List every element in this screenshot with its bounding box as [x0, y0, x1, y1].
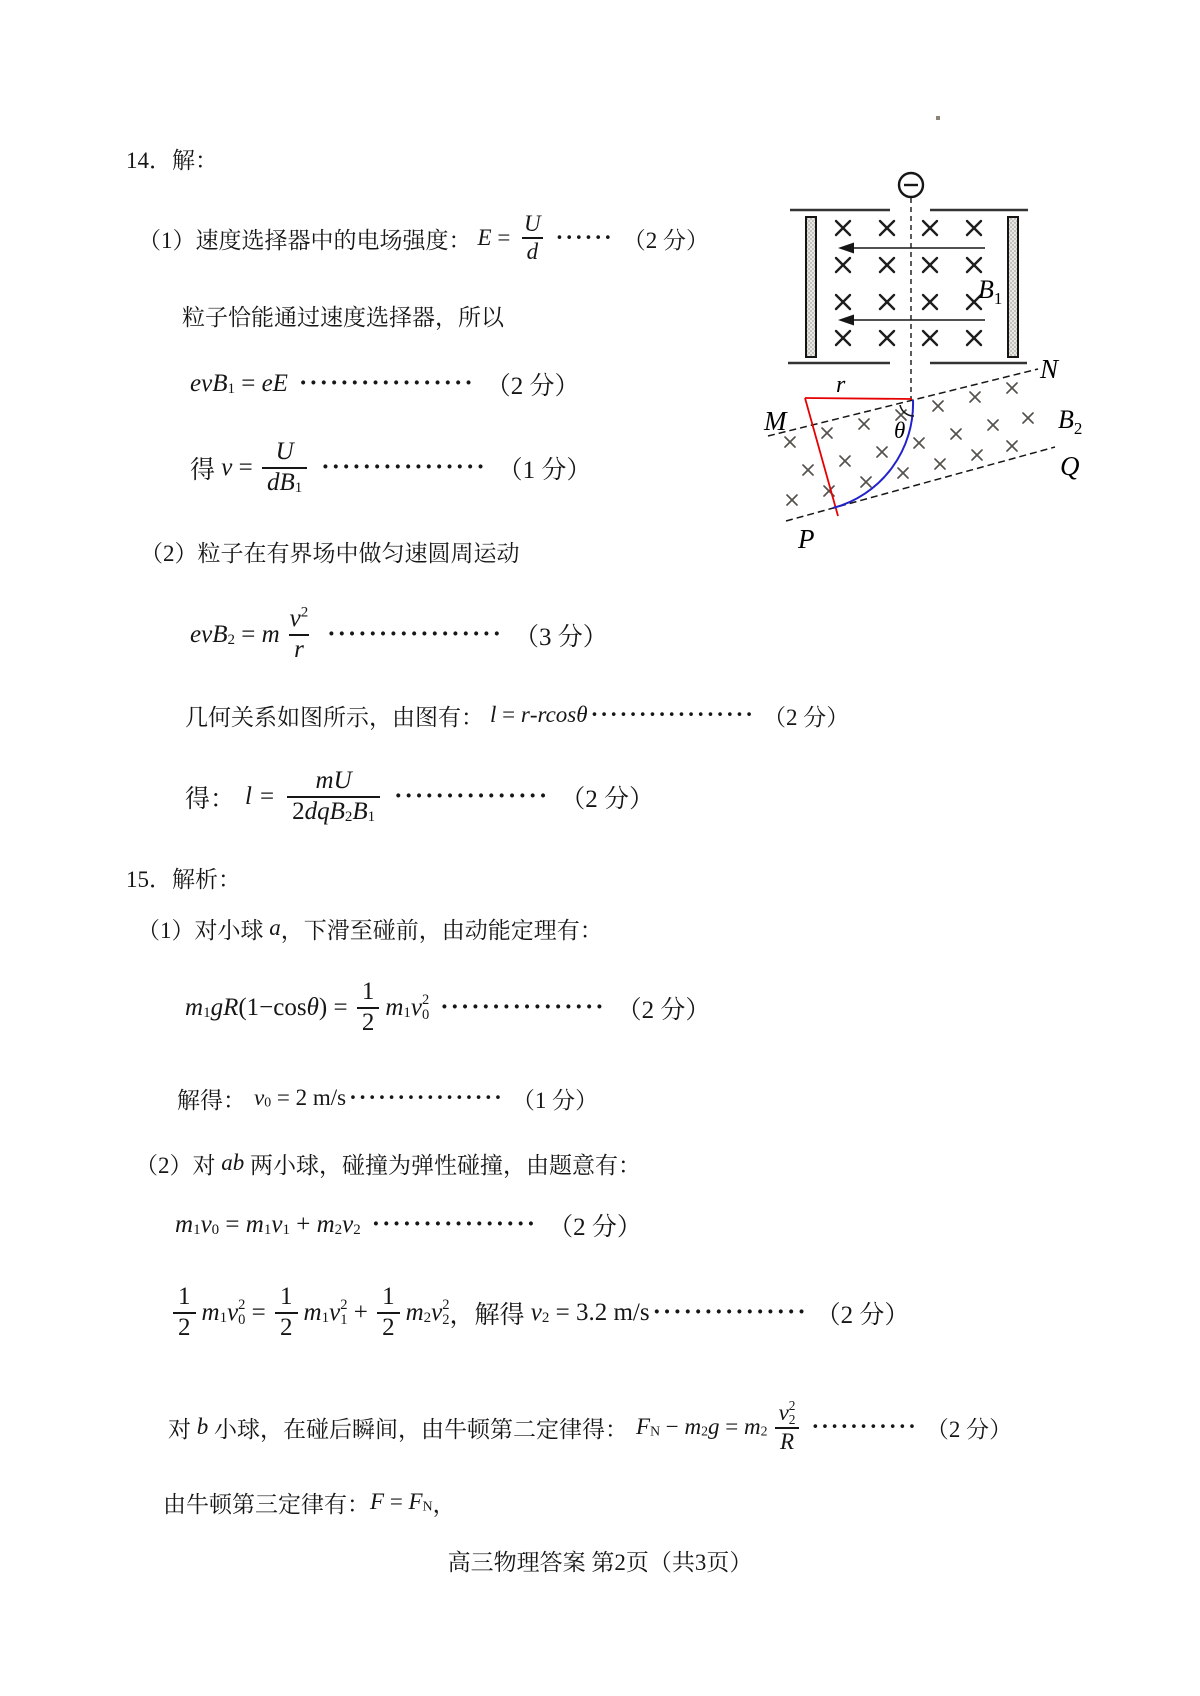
dot-leader: ···············: [652, 1299, 808, 1326]
theta-label: θ: [894, 418, 906, 443]
fraction: $\frac{1}{2}$: [173, 1283, 196, 1343]
fraction: mU 2 dqB 2 B 1: [287, 767, 380, 827]
dot-leader: ·················: [298, 370, 475, 397]
dot-leader: ···············: [394, 783, 550, 810]
radius-exit-line: [805, 398, 838, 516]
page-footer: [0, 1540, 1200, 1580]
fraction: v 2 2 R: [774, 1399, 801, 1455]
p14-l8: 得： l = mU 2 dqB 2 B 1 ··············· （2 分）: [185, 767, 654, 825]
fraction: $\frac{1}{2}$: [377, 1283, 400, 1343]
p14-heading: 14．解：: [126, 147, 218, 173]
right-plate: [1008, 217, 1018, 357]
p14-l1: （1）速度选择器中的电场强度： E = $\frac{U}{d}$ ······ （2 分）: [138, 210, 709, 264]
radius-r-label: r: [836, 372, 846, 398]
negative-charge-icon: [899, 173, 923, 197]
p15-l6: $\frac{1}{2}$ m 1 v 2 0 = $\frac{1}{2}$ m 1 v 2 1 + $\frac{1}{2}$ m 2 v 2 2 ，解得 v 2 = 3.2 m/s ··············· （2 分）: [170, 1275, 909, 1351]
p14-l3: evB 1 = eE ················· （2 分）: [190, 370, 580, 400]
field-b1-label: $B_1$: [978, 275, 1003, 308]
radius-r-line: [805, 398, 912, 399]
p14-l7: 几何关系如图所示，由图有： l = r - rcosθ ················· （2 分）: [185, 702, 850, 730]
p15-l4: （2）对 ab 两小球，碰撞为弹性碰撞，由题意有：: [135, 1150, 641, 1178]
footer-text: 高三物理答案 第2页（共3页）: [447, 1549, 753, 1575]
p15-l3: 解得： v 0 = 2 m/s ················ （1 分）: [177, 1085, 599, 1113]
p15-l7: 对 b 小球，在碰后瞬间，由牛顿第二定律得： F N − m 2 g = m 2 v 2 2 R ··········· （2 分）: [168, 1397, 1013, 1454]
point-n-label: N: [1040, 354, 1059, 384]
field-b2-label: $B_2$: [1058, 405, 1083, 438]
p15-l2: m 1 gR (1−cos θ ) = $\frac{1}{2}$ m 1 v 2 0 ················ （2 分）: [185, 978, 711, 1036]
dot-leader: ················: [321, 454, 487, 481]
boundary-pq-dashed-line: [786, 447, 1055, 521]
fraction: $\frac{U}{d}$: [519, 211, 546, 266]
dot-leader: ················: [371, 1211, 538, 1238]
p14-l2: 粒子恰能通过速度选择器，所以: [182, 304, 504, 330]
fraction: v 2 r: [289, 604, 309, 663]
dot-leader: ···········: [811, 1414, 918, 1439]
dot-leader: ················: [440, 994, 606, 1021]
p14-l6: evB 2 = m v 2 r ················· （3 分）: [190, 604, 608, 663]
fraction: U dB 1: [262, 438, 307, 498]
dot-leader: ·················: [590, 702, 755, 727]
b1-field-cross-icons: [836, 221, 981, 345]
fraction: $\frac{1}{2}$: [357, 978, 380, 1038]
left-plate: [806, 217, 816, 357]
dot-leader: ·················: [327, 621, 503, 648]
p15-l8: 由牛顿第三定律有： F = F N ，: [163, 1489, 456, 1517]
dot-leader: ················: [349, 1085, 504, 1110]
p15-l1: （1）对小球 a ，下滑至碰前，由动能定理有：: [137, 915, 603, 943]
point-m-label: M: [764, 406, 787, 436]
p15-l5: m 1 v 0 = m 1 v 1 + m 2 v 2 ················ （2 分）: [175, 1211, 642, 1241]
point-p-label: P: [798, 524, 815, 554]
p14-l5: （2）粒子在有界场中做匀速圆周运动: [140, 540, 520, 566]
physics-figure: [740, 100, 1120, 570]
fraction: $\frac{1}{2}$: [275, 1283, 298, 1343]
p14-l4: 得 v = U dB 1 ················ （1 分）: [190, 438, 592, 496]
dot-leader: ······: [555, 225, 614, 250]
p15-heading: 15．解析：: [126, 866, 241, 892]
point-q-label: Q: [1060, 451, 1080, 481]
